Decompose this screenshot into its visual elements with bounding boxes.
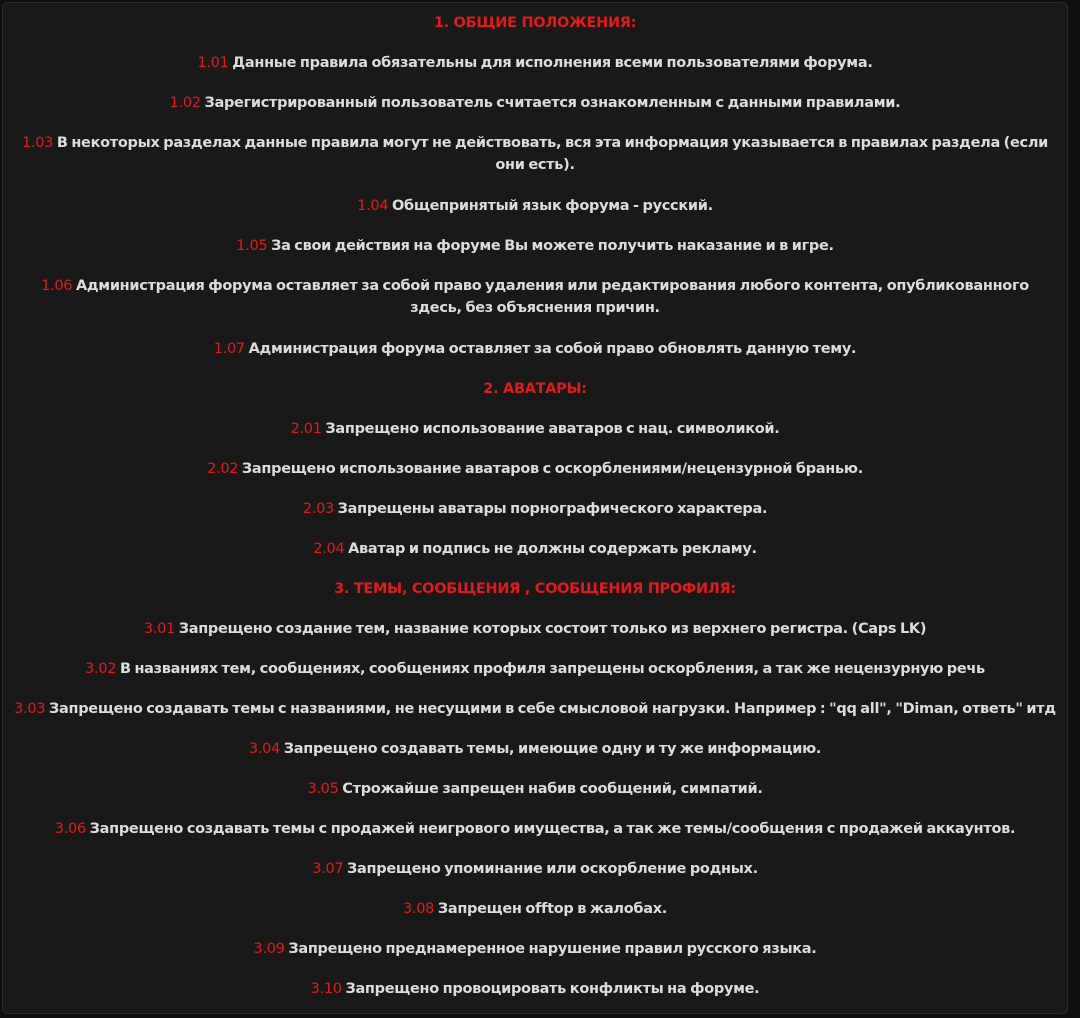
section-heading-general: 1. ОБЩИЕ ПОЛОЖЕНИЯ: <box>433 15 637 31</box>
rule-1-02 <box>13 92 1057 132</box>
rule-number: 2.03 <box>302 501 334 517</box>
rule-3-02 <box>13 658 1057 698</box>
rule-number: 1.01 <box>197 55 229 71</box>
rule-text: Запрещены аватары порнографического характера. <box>337 501 768 517</box>
rule-3-04 <box>13 738 1057 778</box>
rule-1-01 <box>13 52 1057 92</box>
rule-2-01 <box>13 418 1057 458</box>
section-heading-topics: 3. ТЕМЫ, СООБЩЕНИЯ , СООБЩЕНИЯ ПРОФИЛЯ: <box>334 581 736 597</box>
rule-text: Запрещено создавать темы с продажей неигрового имущества, а так же темы/сообщения с продажей аккаунтов. <box>89 821 1016 837</box>
rule-number: 1.03 <box>21 135 54 151</box>
rule-text: Строжайше запрещен набив сообщений, симпатий. <box>342 781 763 797</box>
rule-number: 3.08 <box>403 901 435 917</box>
rule-1-05 <box>13 235 1057 275</box>
rule-number: 1.06 <box>41 278 73 294</box>
rule-3-08 <box>13 898 1057 938</box>
rule-text: Запрещено преднамеренное нарушение правил русского языка. <box>288 941 817 957</box>
rule-text: Администрация форума оставляет за собой право обновлять данную тему. <box>248 341 857 357</box>
rule-number: 2.02 <box>207 461 239 477</box>
rule-3-10 <box>13 978 1057 1018</box>
rule-text: Общепринятый язык форума - русский. <box>392 198 713 214</box>
rule-1-03 <box>13 132 1057 195</box>
rule-3-05 <box>13 778 1057 818</box>
rule-3-06 <box>13 818 1057 858</box>
rule-number: 1.02 <box>169 95 201 111</box>
rule-3-03 <box>13 698 1057 738</box>
rule-text: Запрещено провоцировать конфликты на форуме. <box>345 981 760 997</box>
rule-2-04 <box>13 538 1057 578</box>
rule-number: 3.09 <box>253 941 285 957</box>
rule-text: Аватар и подпись не должны содержать рекламу. <box>348 541 757 557</box>
rule-text: Запрещено создавать темы, имеющие одну и ту же информацию. <box>283 741 822 757</box>
post-content <box>3 3 1067 1018</box>
rule-text: Запрещено создавать темы с названиями, не несущими в себе смысловой нагрузки. Например : "qq all", "Diman, ответь" итд <box>49 701 1056 717</box>
rule-text: Данные правила обязательны для исполнения всеми пользователями форума. <box>232 55 873 71</box>
rule-text: В некоторых разделах данные правила могут не действовать, вся эта информация указывается в правилах раздела (если они есть). <box>56 135 1049 173</box>
rule-1-07 <box>13 338 1057 378</box>
rule-2-03 <box>13 498 1057 538</box>
rule-text: Запрещен offtop в жалобах. <box>437 901 667 917</box>
rule-number: 1.05 <box>236 238 268 254</box>
rule-number: 3.02 <box>85 661 117 677</box>
rule-number: 3.03 <box>14 701 46 717</box>
rule-number: 3.01 <box>143 621 175 637</box>
rule-number: 3.07 <box>312 861 344 877</box>
forum-post <box>2 2 1068 1014</box>
rule-text: Запрещено использование аватаров с оскорблениями/нецензурной бранью. <box>241 461 863 477</box>
rule-text: За свои действия на форуме Вы можете получить наказание и в игре. <box>271 238 834 254</box>
section-heading-avatars: 2. АВАТАРЫ: <box>483 381 587 397</box>
rule-1-04 <box>13 195 1057 235</box>
rule-2-02 <box>13 458 1057 498</box>
rule-number: 3.06 <box>54 821 86 837</box>
rule-number: 1.04 <box>357 198 389 214</box>
rule-3-07 <box>13 858 1057 898</box>
rule-text: Запрещено использование аватаров с нац. символикой. <box>325 421 780 437</box>
rule-3-09 <box>13 938 1057 978</box>
rule-number: 3.05 <box>307 781 339 797</box>
rule-number: 2.01 <box>290 421 322 437</box>
rule-number: 3.10 <box>310 981 342 997</box>
rule-number: 1.07 <box>213 341 245 357</box>
rule-text: Запрещено упоминание или оскорбление родных. <box>347 861 758 877</box>
rule-text: В названиях тем, сообщениях, сообщениях профиля запрещены оскорбления, а так же нецензурную речь <box>119 661 985 677</box>
rule-text: Запрещено создание тем, название которых состоит только из верхнего регистра. (Caps LK) <box>178 621 927 637</box>
rule-number: 3.04 <box>248 741 281 757</box>
rule-text: Администрация форума оставляет за собой право удаления или редактирования любого контента, опубликованного здесь, без объяснения причин. <box>75 278 1029 316</box>
rule-3-01 <box>13 618 1057 658</box>
rule-number: 2.04 <box>313 541 345 557</box>
rule-text: Зарегистрированный пользователь считается ознакомленным с данными правилами. <box>204 95 901 111</box>
rule-1-06 <box>13 275 1057 338</box>
